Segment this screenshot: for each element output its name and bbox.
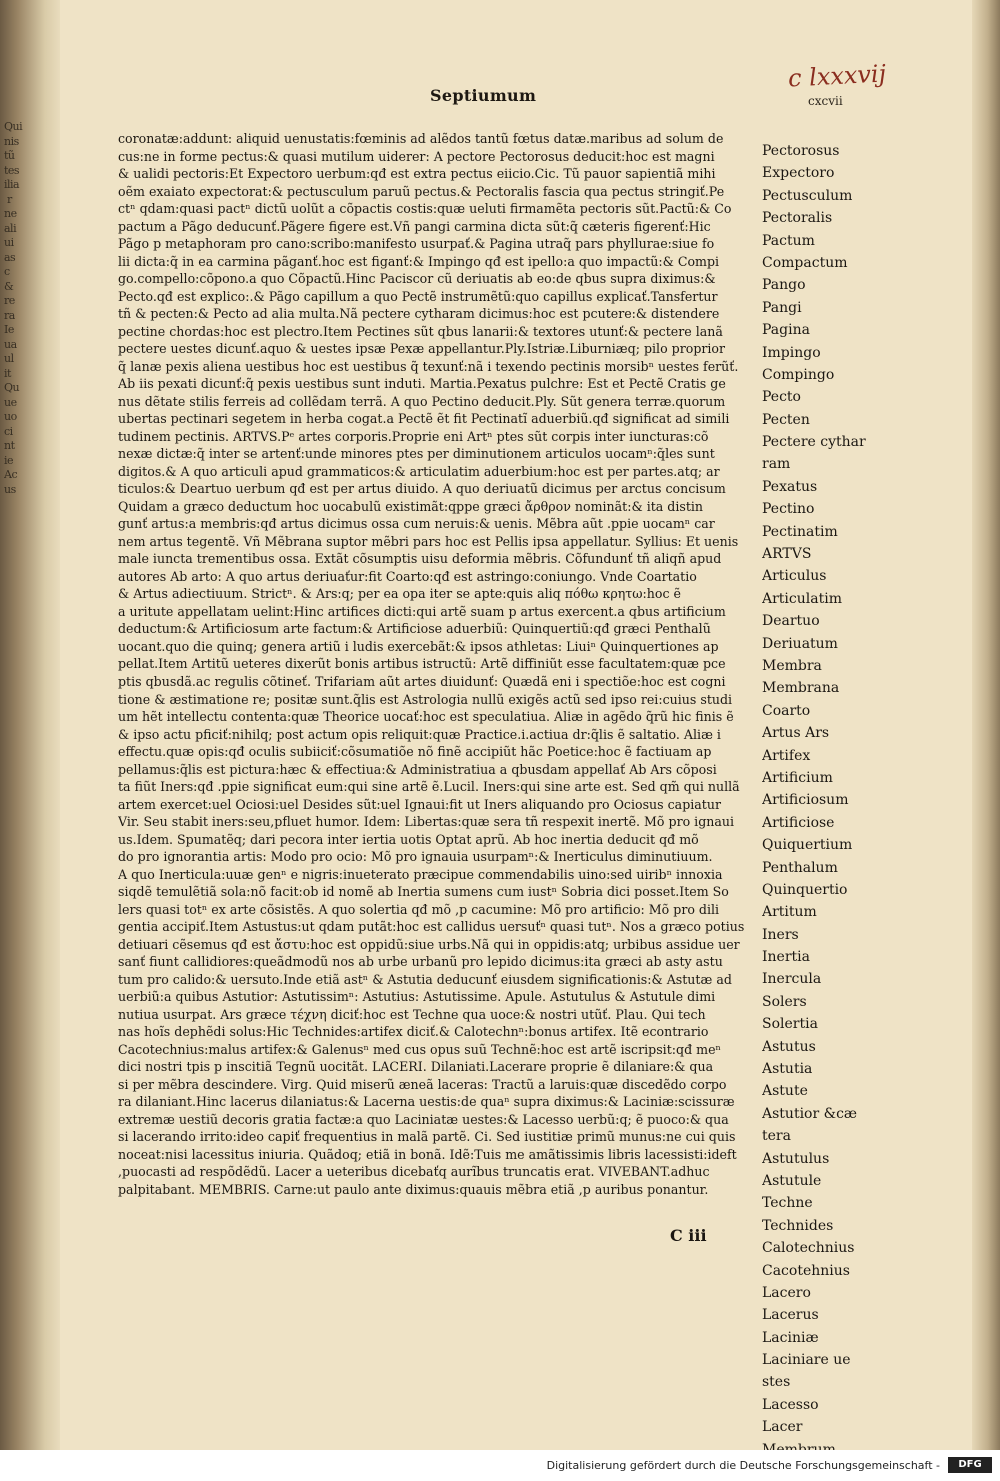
- margin-note: Astutulus: [762, 1150, 830, 1167]
- text-line: Pãgo p metaphoram pro cano:scribo:manifesto usurpať.& Pagina utraq̃ pars phyllurae:siue fo: [118, 236, 715, 252]
- margin-note: Articulatim: [762, 590, 842, 607]
- text-line: ctⁿ qdam:quasi pactⁿ dictũ uolũt a cõpactis costis:quæ ueluti firmamẽta pectoris sũt.Pactũ:& Co: [118, 201, 732, 217]
- text-line: palpitabant. MEMBRIS. Carne:ut paulo ante diximus:quauis mẽbra etiã ,p auribus ponantur.: [118, 1181, 709, 1197]
- margin-note: Pangi: [762, 299, 802, 316]
- text-line: digitos.& A quo articuli apud grammaticos:& articulatim aduerbium:hoc est per partes.atq; ar: [118, 463, 720, 479]
- text-line: oẽm exaiato expectorat:& pectusculum paruũ pectus.& Pectoralis fascia qua pectus stringiť.Pe: [118, 183, 725, 199]
- text-line: pactum a Pãgo deducunť.Pãgere figere est.Vñ pangi carmina dicta sũt:q̃ cæteris figerenť:Hic: [118, 218, 711, 234]
- margin-note: Laciniæ: [762, 1329, 819, 1346]
- margin-note: Astutus: [762, 1038, 816, 1055]
- margin-note: Pectinatim: [762, 523, 838, 540]
- margin-note: Pectere cythar: [762, 434, 866, 451]
- text-line: Quidam a græco deductum hoc uocabulũ existimãt:qppe græci ἄρθρον nominãt:& ita distin: [118, 498, 704, 514]
- margin-note: Artus Ars: [762, 725, 830, 742]
- text-line: tione & æstimatione re; positæ sunt.q̃lis est Astrologia nullũ exigẽs actũ sed ipso rei:cuius studi: [118, 691, 733, 707]
- funding-credit: Digitalisierung gefördert durch die Deutsche Forschungsgemeinschaft -: [546, 1459, 940, 1472]
- text-line: um hẽt intellectu contenta:quæ Theorice uocať:hoc est speculatiua. Aliæ in agẽdo q̃rũ hic finis ẽ: [118, 709, 734, 725]
- margin-note: Lacesso: [762, 1396, 819, 1413]
- text-line: nas hoĩs dephẽdi solus:Hic Technides:artifex diciť.& Calotechnⁿ:bonus artifex. Itẽ econtrario: [118, 1024, 709, 1040]
- text-line: pectine chordas:hoc est plectro.Item Pectines sũt qbus lanarii:& textores utunť:& pectere lanã: [118, 323, 723, 339]
- text-line: detiuari cẽsemus qđ est ἄστυ:hoc est oppidũ:siue urbs.Nã qui in oppidis:atq; urbibus assidue uer: [118, 936, 740, 952]
- margin-note: Pecten: [762, 411, 810, 428]
- text-line: Cacotechnius:malus artifex:& Galenusⁿ med cus opus suũ Technẽ:hoc est artẽ iscripsit:qđ meⁿ: [118, 1041, 721, 1057]
- book-page: [68, 0, 972, 1450]
- text-line: noceat:nisi lacessitus iniuria. Quãdoq; etiã in bonã. Idẽ:Tuis me amãtissimis libris lacessisti:ideft: [118, 1146, 737, 1162]
- text-line: extremæ uestiũ decoris gratia factæ:a quo Laciniatæ uestes:& Lacesso uerbũ:q; ẽ puoco:& qua: [118, 1111, 729, 1127]
- text-line: ,puocasti ad respõdẽdũ. Lacer a ueteribus dicebaťq aurĩbus truncatis erat. VIVEBANT.adhuc: [118, 1164, 710, 1180]
- dfg-logo: DFG: [948, 1457, 992, 1473]
- text-line: ta fiũt Iners:qđ .ppie significat eum:qui sine artẽ ẽ.Lucil. Iners:qui sine arte est. Sed qm̃ qui nullã: [118, 779, 740, 795]
- text-line: tum pro calido:& uersuto.Inde etiã astⁿ & Astutia deducunť eiusdem significationis:& Astutæ ad: [118, 971, 732, 987]
- margin-note: Iners: [762, 926, 799, 943]
- text-line: artem exercet:uel Ociosi:uel Desides sũt:uel Ignaui:fit ut Iners aliquando pro Ociosus capiatur: [118, 796, 721, 812]
- signature-mark: C iii: [670, 1226, 707, 1245]
- margin-note: Quinquertio: [762, 881, 848, 898]
- margin-note: Pectusculum: [762, 187, 853, 204]
- margin-note: Expectoro: [762, 165, 835, 182]
- handwritten-folio-number: c lxxxvij: [787, 59, 887, 93]
- text-line: ptis qbusdã.ac regulis cõtineť. Trifariam aũt artes diuidunť: Quædã eni i spectiõe:hoc est cogni: [118, 673, 726, 689]
- text-line: & ualidi pectoris:Et Expectoro uerbum:qđ est extra pectus eiicio.Cic. Tũ pauor sapientiã mihi: [118, 166, 716, 182]
- text-line: effectu.quæ opis:qđ oculis subiiciť:cõsumatiõe nõ finẽ accipiũt hãc Poetice:hoc ẽ factiuam ap: [118, 744, 712, 760]
- margin-note: stes: [762, 1374, 791, 1391]
- margin-note: Pecto: [762, 389, 801, 406]
- margin-note: Techne: [762, 1195, 813, 1212]
- text-line: si lacerando irrito:ideo capiť frequentius in malã partẽ. Ci. Sed iustitiæ primũ munus:ne cui quis: [118, 1129, 736, 1145]
- text-line: male iuncta trementibus ossa. Extãt cõsumptis uisu deformia mẽbris. Cõfundunť tñ aliqñ apud: [118, 551, 722, 567]
- margin-note: Calotechnius: [762, 1240, 855, 1257]
- margin-note: Inertia: [762, 949, 810, 966]
- text-line: us.Idem. Spumatẽq; dari pecora inter iertia uotis Optat aprũ. Ab hoc inertia deducit qđ mõ: [118, 831, 699, 847]
- margin-note: Compactum: [762, 254, 848, 271]
- text-line: uerbiũ:a quibus Astutior: Astutissimⁿ: Astutius: Astutissime. Apule. Astutulus & Astutule dimi: [118, 989, 716, 1005]
- margin-note: Artificium: [762, 769, 833, 786]
- margin-note: Solers: [762, 993, 807, 1010]
- text-line: tñ & pecten:& Pecto ad alia multa.Nã pectere cytharam dicimus:hoc est pcutere:& distendere: [118, 306, 720, 322]
- text-line: ubertas pectinari segetem in herba cogat.a Pectẽ ẽt fit Pectinatĩ aduerbiũ.qđ significat ad simili: [118, 411, 730, 427]
- text-line: a uritute appellatam uelint:Hinc artifices dicti:qui artẽ suam p artus exercent.a qbus artificium: [118, 603, 726, 619]
- margin-note: Solertia: [762, 1016, 818, 1033]
- margin-note: ram: [762, 456, 791, 473]
- text-line: & Artus adiectiuum. Strictⁿ. & Ars:q; per ea opa iter se apte:quis aliq πόθω κρητω:hoc ẽ: [118, 586, 681, 602]
- text-line: Pecto.qđ est explico:.& Pãgo capillum a quo Pectẽ instrumẽtũ:quo capillus explicať.Tansfertur: [118, 288, 718, 304]
- margin-note: Artitum: [762, 904, 817, 921]
- text-line: nem artus tegentẽ. Vñ Mẽbrana suptor mẽbri pars hoc est Pellis ipsa appellatur. Syllius: Et uenis: [118, 533, 739, 549]
- text-line: gentia accipiť.Item Astustus:ut qdam putãt:hoc est callidus uersuťⁿ quasi tutⁿ. Nos a græco potius: [118, 919, 745, 935]
- margin-note: Astutule: [762, 1172, 822, 1189]
- text-line: cus:ne in forme pectus:& quasi mutilum uiderer: A pectore Pectorosus deducit:hoc est magni: [118, 148, 715, 164]
- margin-note: Membra: [762, 657, 822, 674]
- text-line: si per mẽbra descindere. Virg. Quid miserũ æneã laceras: Tractũ a laruis:quæ discedẽdo corpo: [118, 1076, 727, 1092]
- margin-note: Articulus: [762, 568, 827, 585]
- margin-note: Artificiose: [762, 814, 835, 831]
- margin-note: Pango: [762, 277, 806, 294]
- text-line: nexæ dictæ:q̃ inter se artenť:unde minores ptes per diminutionem articulos uocamⁿ:q̃les sunt: [118, 446, 715, 462]
- margin-note: Membrana: [762, 680, 840, 697]
- text-line: do pro ignorantia artis: Modo pro ocio: Mõ pro ignauia usurpamⁿ:& Inerticulus diminutiuum.: [118, 849, 713, 865]
- margin-note: Pexatus: [762, 478, 818, 495]
- text-line: lii dicta:q̃ in ea carmina pãganť.hoc est figanť:& Impingo qđ est ipello:a quo impactũ:& Compi: [118, 253, 720, 269]
- running-title: Septiumum: [430, 86, 537, 105]
- text-line: nutiua usurpat. Ars græce τέχνη diciť:hoc est Techne qua uoce:& nostri utũť. Plau. Qui tech: [118, 1006, 706, 1022]
- text-line: pellamus:q̃lis est pictura:hæc & effectiua:& Administratiua a qbusdam appellať Ab Ars cõposi: [118, 761, 717, 777]
- margin-note: Artificiosum: [762, 792, 849, 809]
- margin-note: Deartuo: [762, 613, 820, 630]
- text-line: siqdẽ temulẽtiã sola:nõ facit:ob id nomẽ ab Inertia sumens cum iustⁿ Sobria dici posset.Item So: [118, 884, 729, 900]
- margin-note: Quiquertium: [762, 837, 853, 854]
- margin-note: Lacero: [762, 1284, 811, 1301]
- margin-note: Technides: [762, 1217, 834, 1234]
- page-edge: [972, 0, 1000, 1450]
- text-line: Vir. Seu stabit iners:seu,pfluet humor. Idem: Libertas:quæ sera tñ respexit inertẽ. Mõ pro ignaui: [118, 814, 735, 830]
- margin-note: Astute: [762, 1083, 808, 1100]
- text-line: gunť artus:a membris:qđ artus dicimus ossa cum neruis:& uenis. Mẽbra aũt .ppie uocamⁿ car: [118, 516, 715, 532]
- margin-note: Pectoralis: [762, 210, 833, 227]
- text-line: nus dẽtate stilis ferreis ad collẽdam terrã. A quo Pectino deducit.Ply. Sũt genera terræ.quorum: [118, 393, 726, 409]
- text-line: dici nostri tpis p inscitiã Tegnũ uocitãt. LACERI. Dilaniati.Lacerare proprie ẽ dilaniare:& qua: [118, 1059, 714, 1075]
- text-line: & ipso actu pficiť:nihilq; post actum opis reliquit:quæ Practice.i.actiua dr:q̃lis ẽ saltatio. Aliæ i: [118, 726, 721, 742]
- text-line: pectere uestes dicunť.aquo & uestes ipsæ Pexæ appellantur.Ply.Istriæ.Liburniæq; pilo proprior: [118, 341, 726, 357]
- text-line: ra dilaniant.Hinc lacerus dilaniatus:& Lacerna uestis:de quaⁿ supra diximus:& Laciniæ:scissuræ: [118, 1094, 735, 1110]
- margin-note: Deriuatum: [762, 635, 838, 652]
- facing-page-gutter: [0, 0, 60, 1450]
- main-text-block: [118, 130, 768, 1198]
- margin-note: Penthalum: [762, 859, 838, 876]
- margin-note: Compingo: [762, 366, 835, 383]
- footer-bar: [0, 1450, 1000, 1481]
- text-line: sanť fiunt callidiores:queãdmodũ nos ab urbe urbanũ pro lepido dicimus:ita græci ab asty astu: [118, 954, 723, 970]
- text-line: lers quasi totⁿ ex arte cõsistẽs. A quo solertia qđ mõ ,p cacumine: Mõ pro artificio: Mõ pro dili: [118, 901, 720, 917]
- margin-note: Cacotehnius: [762, 1262, 850, 1279]
- text-line: autores Ab arto: A quo artus deriuaťur:fit Coarto:qđ est astringo:coniungo. Vnde Coartatio: [118, 568, 697, 584]
- text-line: Ab iis pexati dicunť:q̃ pexis uestibus sunt induti. Martia.Pexatus pulchre: Est et Pectẽ Cratis ge: [118, 376, 726, 392]
- text-line: uocant.quo die quinq; genera artiũ i ludis exercebãt:& ipsos athletas: Liuiⁿ Quinquertiones ap: [118, 638, 719, 654]
- margin-note: Lacer: [762, 1419, 803, 1436]
- margin-note: Pagina: [762, 322, 810, 339]
- text-line: deductum:& Artificiosum arte factum:& Artificiose aduerbiũ: Quinquertiũ:qđ græci Penthalũ: [118, 621, 711, 637]
- margin-note: tera: [762, 1128, 791, 1145]
- text-line: q̃ lanæ pexis aliena uestibus hoc est uestibus q̃ texunť:nã i texendo pectinis morsibⁿ uestes ferũť.: [118, 358, 739, 374]
- margin-note: Coarto: [762, 702, 811, 719]
- text-line: tudinem pectinis. ARTVS.Pᵉ artes corporis.Proprie eni Artⁿ ptes sũt corpis inter iuncturas:cõ: [118, 428, 709, 444]
- margin-note: Lacerus: [762, 1307, 819, 1324]
- printed-folio-number: cxcvii: [808, 94, 843, 108]
- text-line: coronatæ:addunt: aliquid uenustatis:fœminis ad alẽdos tantũ fœtus datæ.maribus ad solum de: [118, 131, 724, 146]
- facing-page-text-fragment: Qui nis tũ tes ilia r ne ali ui as c & re ra Ie ua ul it Qu ue uo ci nt ie Ac us: [4, 120, 23, 496]
- margin-note: Inercula: [762, 971, 822, 988]
- margin-note: Pectorosus: [762, 143, 840, 159]
- text-line: go.compello:cõpono.a quo Cõpactũ.Hinc Paciscor cũ deriuatis ab eo:de qbus supra diximus:&: [118, 271, 716, 287]
- margin-note: Pectino: [762, 501, 815, 518]
- margin-note: Impingo: [762, 344, 821, 361]
- margin-note: Artifex: [762, 747, 811, 764]
- text-line: pellat.Item Artitũ ueteres dixerũt bonis artibus istructũ: Artẽ diffiniũt esse facultatem:quæ pce: [118, 656, 726, 672]
- margin-note: Laciniare ue: [762, 1352, 851, 1369]
- margin-note: Astutior &cæ: [762, 1105, 858, 1122]
- marginal-index: [762, 140, 902, 1461]
- margin-note: Pactum: [762, 232, 815, 249]
- margin-note: Astutia: [762, 1061, 813, 1078]
- text-line: ticulos:& Deartuo uerbum qđ est per artus diuido. A quo deriuatũ dicimus per arctus concisum: [118, 481, 726, 497]
- margin-note: ARTVS: [762, 546, 812, 563]
- text-line: A quo Inerticula:uuæ genⁿ e nigris:inueterato præcipue commendabilis uino:sed uiribⁿ innoxia: [118, 866, 723, 882]
